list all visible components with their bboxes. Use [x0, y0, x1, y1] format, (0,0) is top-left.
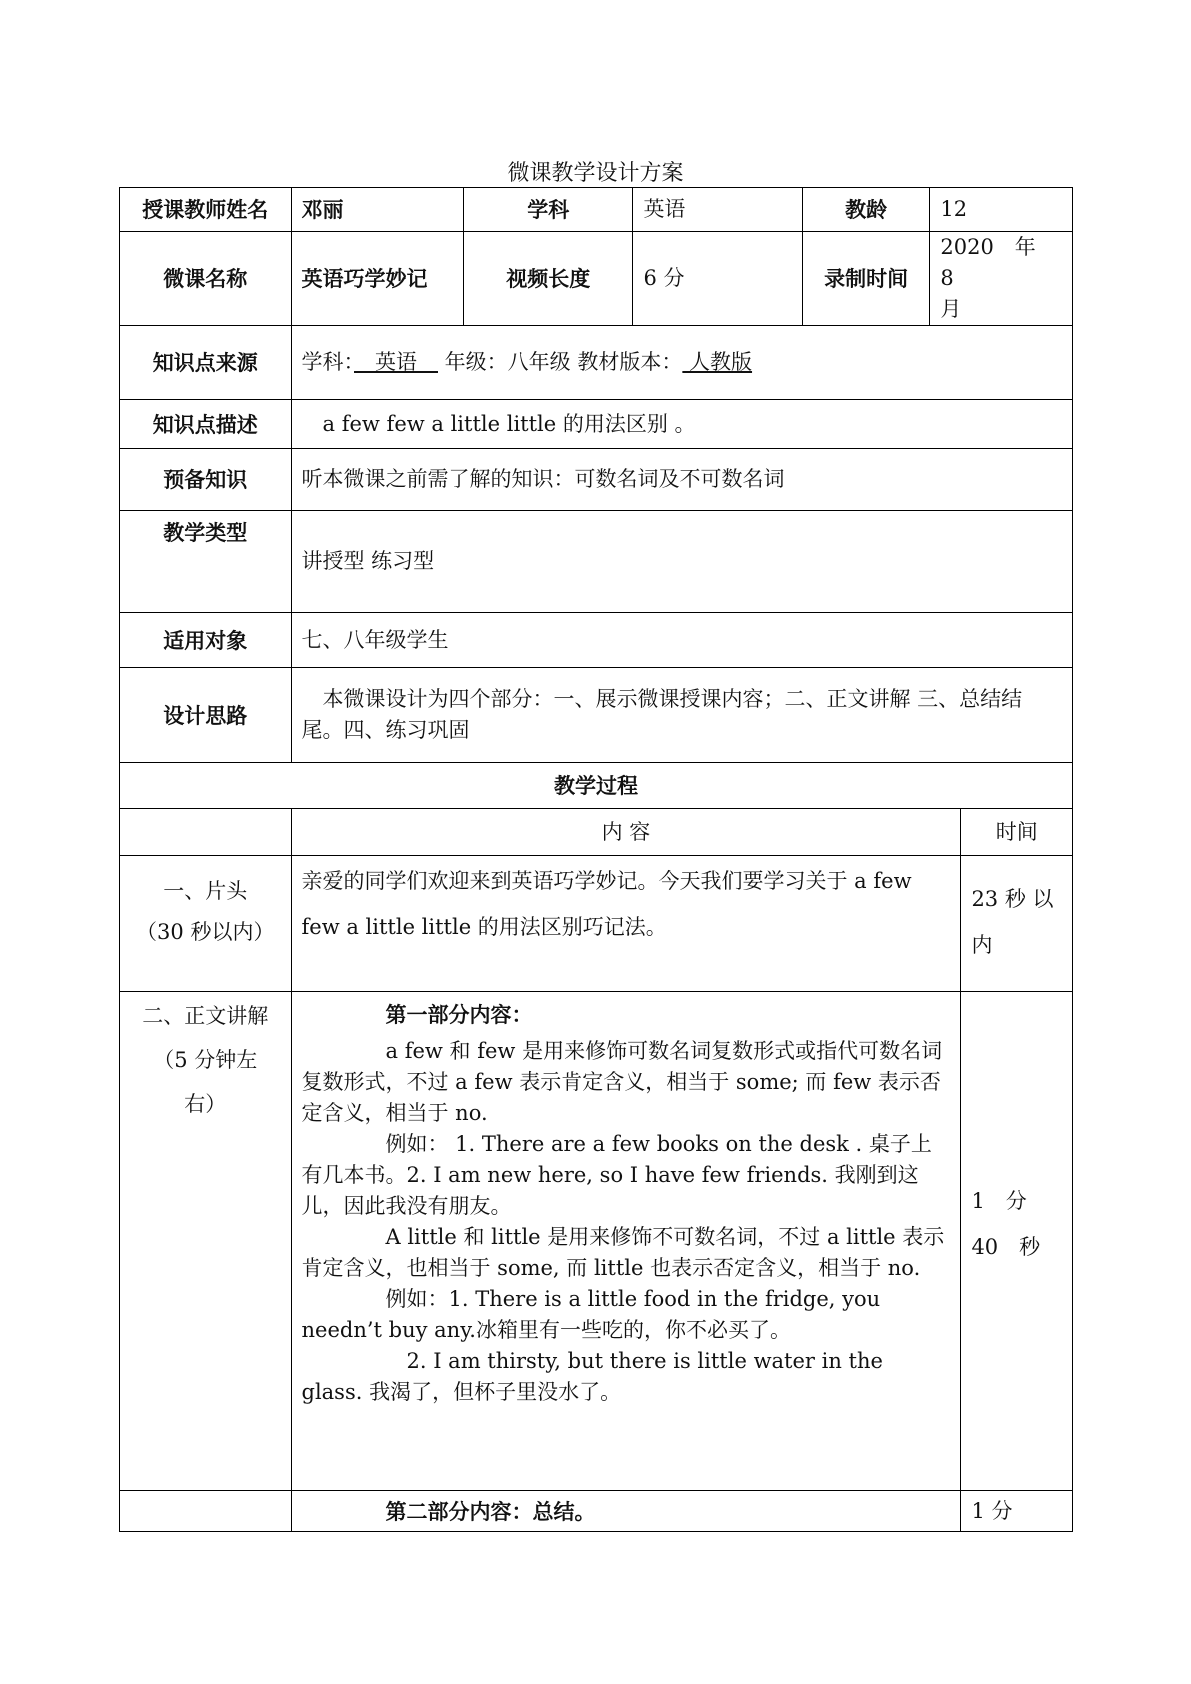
- section-2-para-3: A little 和 little 是用来修饰不可数名词，不过 a little 表示肯定含义，也相当于 some, 而 little 也表示否定含义，相当于 no.: [301, 1225, 945, 1280]
- content-column-header: 内 容: [291, 809, 961, 856]
- section-2-time: 1 分 40 秒: [961, 992, 1073, 1491]
- subject-value: 英语: [633, 188, 802, 232]
- row-source: [120, 326, 1073, 400]
- section-2-para-2: 例如： 1. There are a few books on the desk . 桌子上有几本书。2. I am new here, so I have few friends. 我刚到这儿，因此我没有朋友。: [301, 1132, 932, 1218]
- section-2-label-1: 二、正文讲解: [142, 1004, 269, 1028]
- row-teacher: [120, 188, 1073, 232]
- row-description: [120, 400, 1073, 449]
- section-1-label: [120, 856, 292, 992]
- record-line-2: 月: [940, 297, 962, 321]
- section-1-label-2: （30 秒以内）: [136, 920, 275, 944]
- process-header: 教学过程: [120, 763, 1073, 809]
- lesson-plan-table: [119, 187, 1073, 1532]
- length-label: 视频长度: [464, 232, 633, 326]
- section-3-heading: 第二部分内容：总结。: [291, 1491, 961, 1532]
- source-label: 知识点来源: [120, 326, 292, 400]
- row-design: [120, 668, 1073, 763]
- source-prefix: 学科：: [301, 350, 354, 374]
- section-3-time: 1 分: [961, 1491, 1073, 1532]
- teacher-label: 授课教师姓名: [120, 188, 292, 232]
- section-2-label: [120, 992, 292, 1491]
- age-label: 教龄: [802, 188, 930, 232]
- type-value: 讲授型 练习型: [291, 511, 1073, 613]
- subject-label: 学科: [464, 188, 633, 232]
- prior-value: 听本微课之前需了解的知识：可数名词及不可数名词: [291, 449, 1073, 511]
- section-2-heading: 第一部分内容：: [385, 1002, 533, 1027]
- row-section-1: [120, 856, 1073, 992]
- design-label: 设计思路: [120, 668, 292, 763]
- section-2-para-1: a few 和 few 是用来修饰可数名词复数形式或指代可数名词复数形式，不过 a few 表示肯定含义，相当于 some; 而 few 表示否定含义，相当于 no.: [301, 1039, 943, 1125]
- desc-label: 知识点描述: [120, 400, 292, 449]
- section-2-content: [291, 992, 961, 1491]
- section-3-label: [120, 1491, 292, 1532]
- row-section-2: [120, 992, 1073, 1491]
- source-edition: 人教版: [682, 350, 753, 374]
- age-value: 12: [930, 188, 1073, 232]
- row-type: [120, 511, 1073, 613]
- row-process-header: [120, 763, 1073, 809]
- section-2-para-4: 例如：1. There is a little food in the fridge, you needn’t buy any.冰箱里有一些吃的，你不必买了。: [301, 1287, 881, 1342]
- row-course: [120, 232, 1073, 326]
- section-2-para-5: 2. I am thirsty, but there is little water in the glass. 我渴了，但杯子里没水了。: [301, 1349, 883, 1404]
- section-1-label-1: 一、片头: [163, 879, 248, 903]
- row-prior: [120, 449, 1073, 511]
- source-subject: 英语: [354, 350, 438, 374]
- row-target: [120, 613, 1073, 668]
- time-column-header: 时间: [961, 809, 1073, 856]
- record-line-1: 2020 年 8: [940, 235, 1057, 290]
- target-value: 七、八年级学生: [291, 613, 1073, 668]
- teacher-value: 邓丽: [291, 188, 464, 232]
- section-2-label-3: 右）: [184, 1092, 227, 1116]
- type-label: 教学类型: [120, 511, 292, 613]
- prior-label: 预备知识: [120, 449, 292, 511]
- page-title: 微课教学设计方案: [507, 161, 684, 186]
- section-2-label-2: （5 分钟左: [153, 1048, 258, 1072]
- source-value: [291, 326, 1073, 400]
- course-label: 微课名称: [120, 232, 292, 326]
- design-value: 本微课设计为四个部分：一、展示微课授课内容；二、正文讲解 三、总结结尾。四、练习巩固: [291, 668, 1073, 763]
- section-1-content: 亲爱的同学们欢迎来到英语巧学妙记。今天我们要学习关于 a few few a little little 的用法区别巧记法。: [291, 856, 961, 992]
- target-label: 适用对象: [120, 613, 292, 668]
- record-label: 录制时间: [802, 232, 930, 326]
- section-1-time: 23 秒 以内: [961, 856, 1073, 992]
- record-value: [930, 232, 1073, 326]
- length-value: 6 分: [633, 232, 802, 326]
- desc-value: a few few a little little 的用法区别 。: [291, 400, 1073, 449]
- row-column-headers: [120, 809, 1073, 856]
- empty-header-cell: [120, 809, 292, 856]
- course-value: 英语巧学妙记: [291, 232, 464, 326]
- row-section-3: [120, 1491, 1073, 1532]
- source-mid: 年级：八年级 教材版本：: [438, 350, 683, 374]
